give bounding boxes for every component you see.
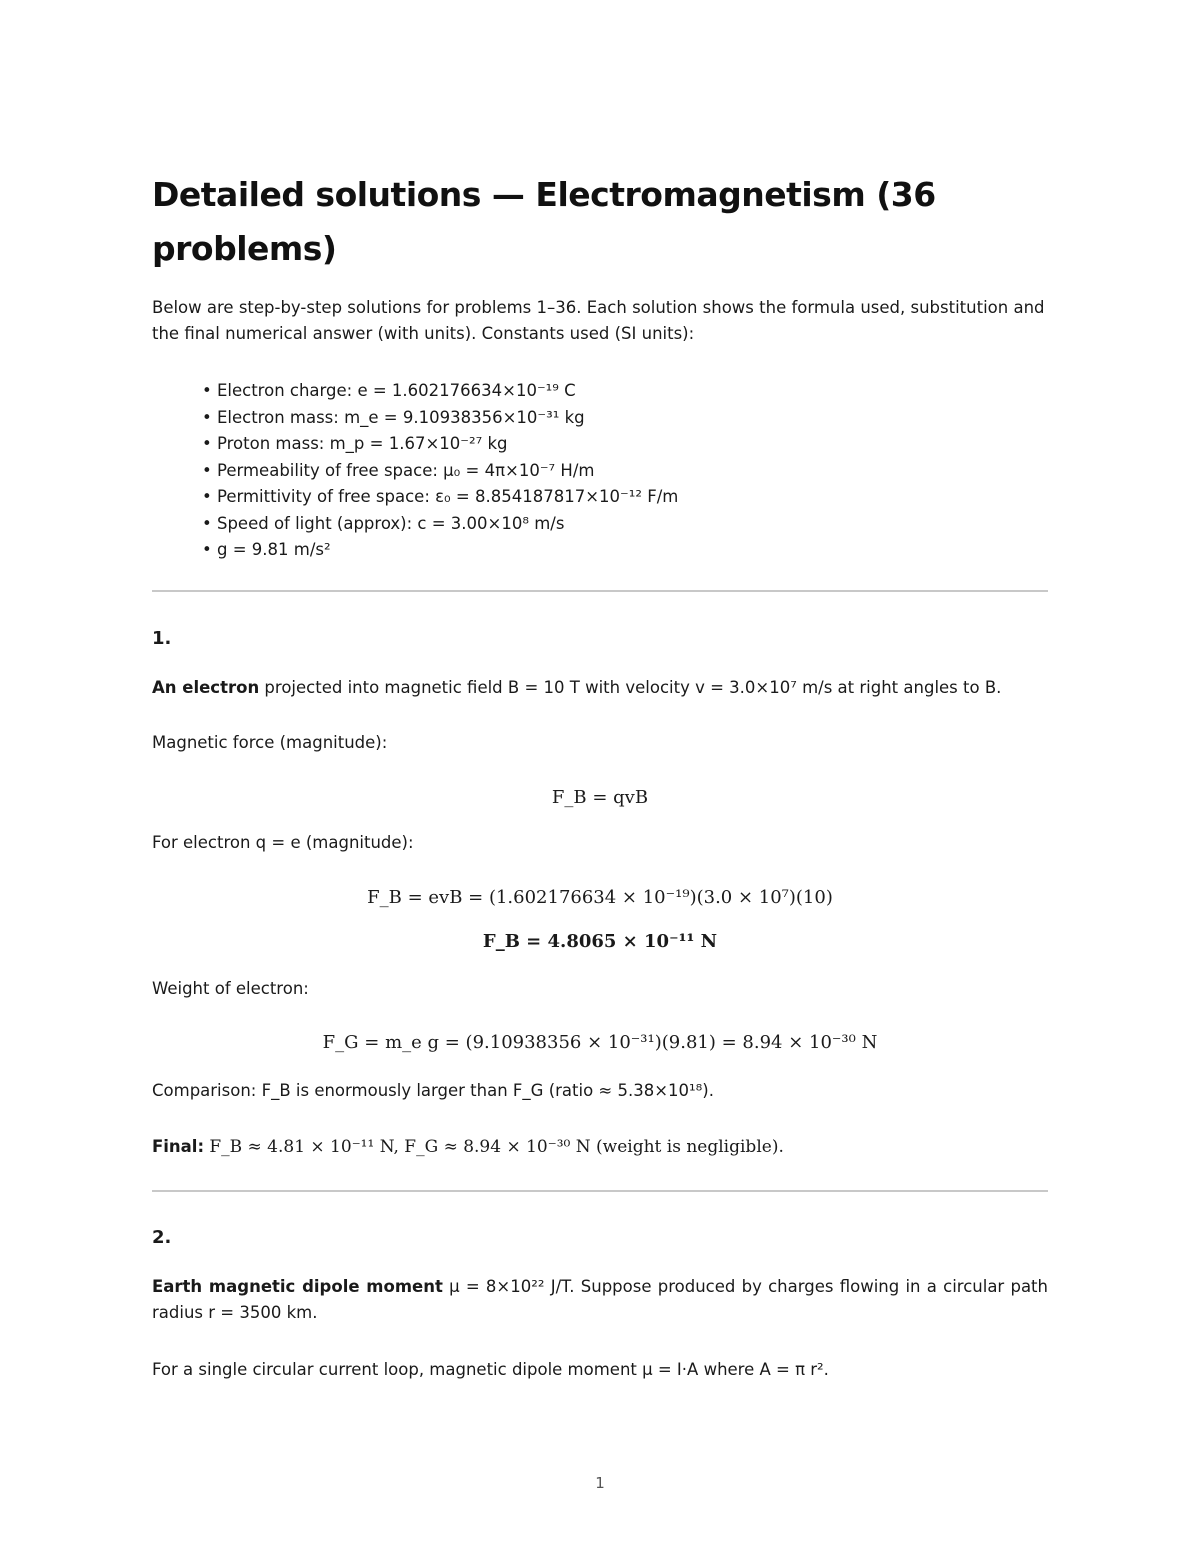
intro-paragraph: Below are step-by-step solutions for problems 1–36. Each solution shows the formula used, substitution and the final numerical answer (with units). Constants used (SI units): [152,298,1045,343]
constant-item: • Permittivity of free space: ε₀ = 8.854187817×10⁻¹² F/m [202,487,679,506]
label-magnetic-force: Magnetic force (magnitude): [152,733,388,752]
final-answer-text: F_B ≈ 4.81 × 10⁻¹¹ N, F_G ≈ 8.94 × 10⁻³⁰ N (weight is negligible). [209,1137,784,1157]
equation-force-result: F_B = 4.8065 × 10⁻¹¹ N [482,931,718,952]
constant-item: • Proton mass: m_p = 1.67×10⁻²⁷ kg [202,434,508,453]
problem-2-lead: Earth magnetic dipole moment [152,1277,443,1296]
problem-1-lead: An electron [152,678,260,697]
constant-item: • Permeability of free space: μ₀ = 4π×10⁻⁷ H/m [202,460,595,480]
constants-list [202,378,678,564]
problem-2-statement [152,1274,1048,1326]
constant-item: • Electron mass: m_e = 9.10938356×10⁻³¹ kg [202,407,585,427]
comparison-text: Comparison: F_B is enormously larger than F_G (ratio ≈ 5.38×10¹⁸). [152,1081,714,1100]
constant-item: • Speed of light (approx): c = 3.00×10⁸ m/s [202,513,565,533]
problem-1-statement [152,675,1048,701]
problem-1-statement-text: projected into magnetic field B = 10 T with velocity v = 3.0×10⁷ m/s at right angles to B. [259,678,1002,697]
equation-weight: F_G = m_e g = (9.10938356 × 10⁻³¹)(9.81) = 8.94 × 10⁻³⁰ N [322,1032,878,1053]
equation-force-substitution: F_B = evB = (1.602176634 × 10⁻¹⁹)(3.0 × 10⁷)(10) [367,887,833,908]
page-number: 1 [595,1474,605,1492]
constant-item: • g = 9.81 m/s² [202,540,331,559]
final-answer [152,1134,1048,1160]
label-weight: Weight of electron: [152,979,309,998]
section-divider [152,1190,1048,1192]
final-label: Final: [152,1137,205,1156]
constant-item: • Electron charge: e = 1.602176634×10⁻¹⁹ C [202,381,576,400]
page-title: Detailed solutions — Electromagnetism (36 problems) [152,175,936,268]
problem-2-statement-text: μ = 8×10²² J/T. Suppose produced by charges flowing in a circular path radius r = 3500 km. [152,1277,1048,1322]
equation-magnetic-force: F_B = qvB [551,787,649,808]
problem-2-dipole-text: For a single circular current loop, magnetic dipole moment μ = I·A where A = π r². [152,1360,829,1379]
problem-2-number: 2. [152,1227,172,1248]
label-electron-charge: For electron q = e (magnitude): [152,833,414,852]
problem-1-number: 1. [152,628,172,649]
section-divider [152,590,1048,592]
